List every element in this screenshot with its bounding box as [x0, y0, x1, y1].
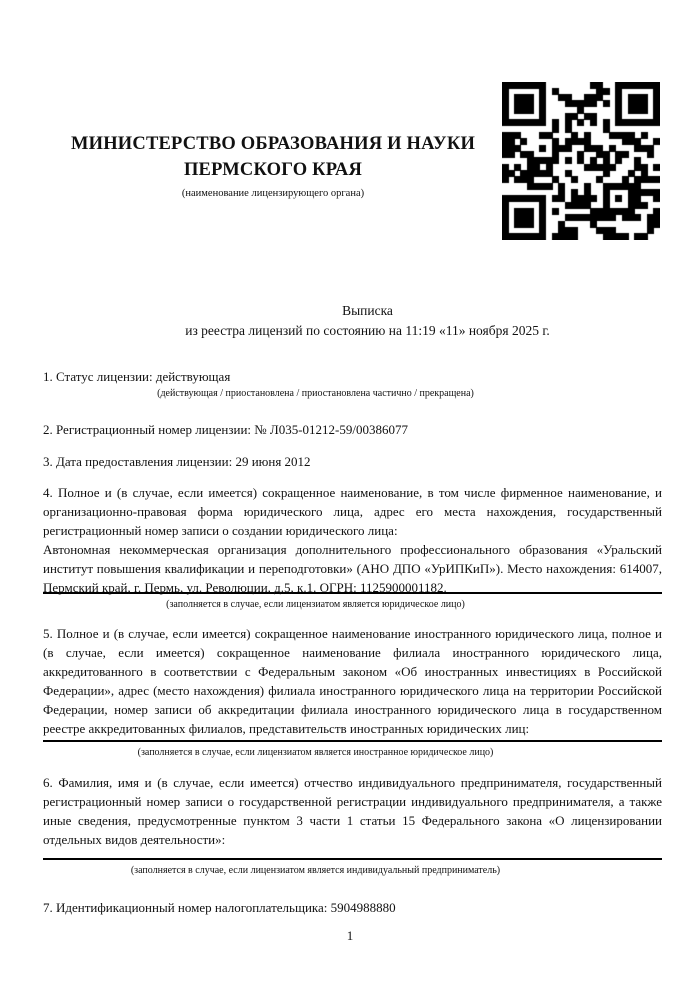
individual-entrepreneur-caption: (заполняется в случае, если лицензиатом является индивидуальный предприниматель) — [130, 865, 501, 876]
fill-in-line — [43, 740, 662, 742]
document-title — [58, 301, 677, 341]
license-date-text: 3. Дата предоставления лицензии: 29 июня 2012 — [43, 454, 311, 469]
item-foreign-entity — [43, 624, 662, 759]
fill-in-line — [43, 858, 662, 860]
item-legal-entity — [43, 483, 662, 611]
license-status-caption: (действующая / приостановлена / приостановлена частично / прекращена) — [157, 388, 474, 399]
registration-number-text: 2. Регистрационный номер лицензии: № Л035-01212-59/00386077 — [43, 422, 409, 437]
document-title-line2: из реестра лицензий по состоянию на 11:19 «11» ноября 2025 г. — [185, 323, 550, 338]
taxpayer-number-text: 7. Идентификационный номер налогоплательщика: 5904988880 — [43, 900, 396, 915]
legal-entity-answer: Автономная некоммерческая организация дополнительного профессионального образования «Уральский институт повышения квалификации и переподготовки» (АНО ДПО «УрИПКиП»). Место нахождения: 614007, Пермский край, г. Пермь, ул. Революции, д.5, к.1. ОГРН: 1125900001182. — [43, 542, 662, 595]
license-status-text: 1. Статус лицензии: действующая — [43, 369, 231, 384]
issuer-name-caption: (наименование лицензирующего органа) — [181, 188, 365, 199]
issuer-name-line1: МИНИСТЕРСТВО ОБРАЗОВАНИЯ И НАУКИ — [70, 134, 476, 154]
item-license-date — [43, 452, 662, 471]
item-taxpayer-number — [43, 898, 662, 917]
qr-code-icon — [502, 82, 660, 240]
item-registration-number — [43, 420, 662, 439]
foreign-entity-caption: (заполняется в случае, если лицензиатом является иностранное юридическое лицо) — [137, 747, 494, 758]
page-number: 1 — [346, 928, 354, 943]
legal-entity-caption: (заполняется в случае, если лицензиатом является юридическое лицо) — [166, 599, 465, 610]
issuer-name-line2: ПЕРМСКОГО КРАЯ — [183, 160, 363, 180]
legal-entity-question: 4. Полное и (в случае, если имеется) сокращенное наименование, в том числе фирменное наименование, и организационно-правовая форма юридического лица, адрес его места нахождения, государственный регистрационный номер записи о создании юридического лица: — [43, 485, 662, 538]
document-title-line1: Выписка — [342, 303, 393, 318]
issuer-header — [43, 131, 503, 201]
individual-entrepreneur-question: 6. Фамилия, имя и (в случае, если имеется) отчество индивидуального предпринимателя, государственный регистрационный номер записи о государственной регистрации индивидуального предпринимателя, а также иные сведения, предусмотренные пунктом 3 части 1 статьи 15 Федерального закона «О лицензировании отдельных видов деятельности»: — [43, 775, 662, 847]
foreign-entity-question: 5. Полное и (в случае, если имеется) сокращенное наименование иностранного юридического лица, полное и (в случае, если имеется) сокращенное наименование филиала иностранного юридического лица, аккредитованного в соответствии с Федеральным законом «Об иностранных инвестициях в Российской Федерации», адрес (место нахождения) филиала иностранного юридического лица на территории Российской Федерации, номер записи об аккредитации филиала иностранного юридического лица в государственном реестре аккредитованных филиалов, представительств иностранных юридических лиц: — [43, 626, 662, 736]
item-individual-entrepreneur — [43, 773, 662, 877]
item-license-status — [43, 367, 662, 400]
issuer-name — [43, 131, 503, 183]
